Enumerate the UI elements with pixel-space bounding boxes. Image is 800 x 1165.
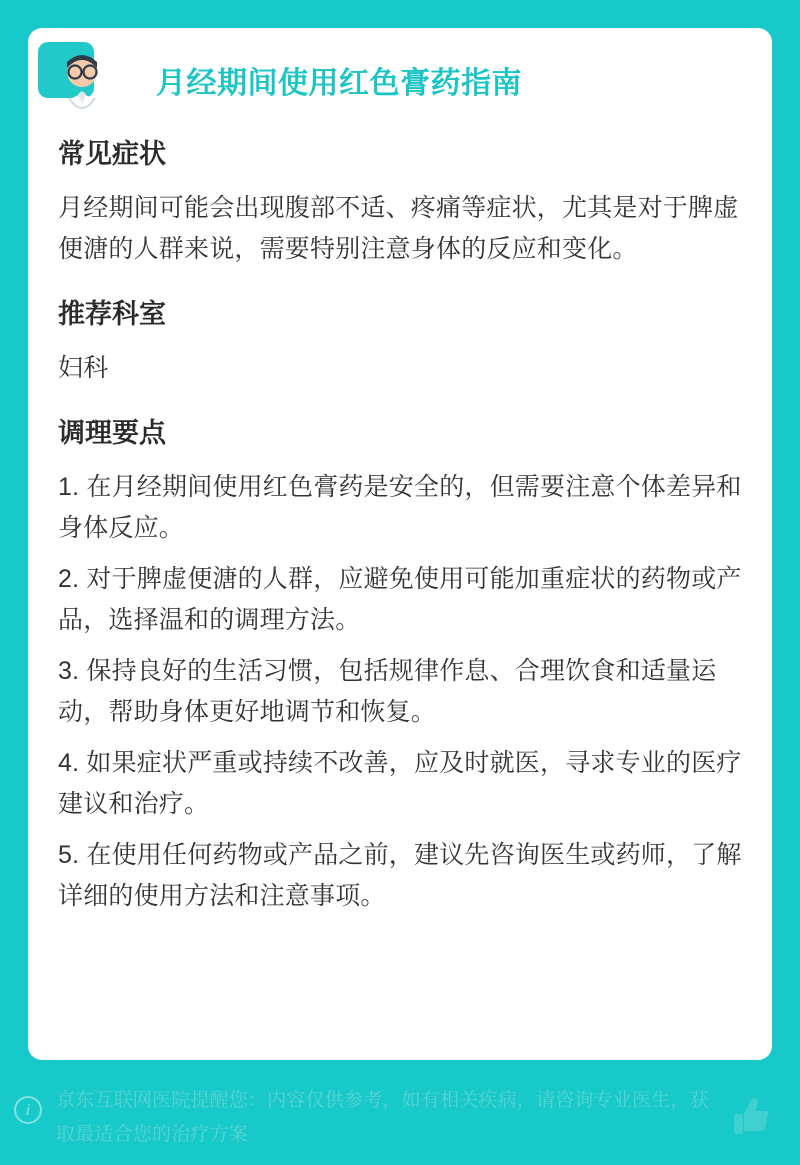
list-item: 1. 在月经期间使用红色膏药是安全的，但需要注意个体差异和身体反应。 [58,473,742,542]
info-icon: i [14,1096,42,1124]
section-heading-advice: 调理要点 [58,418,166,448]
footer-disclaimer-text: 京东互联网医院提醒您：内容仅供参考，如有相关疾病，请咨询专业医生，获取最适合您的治疗方案 [56,1090,709,1145]
section-heading-department: 推荐科室 [58,299,166,329]
section-text-symptoms: 月经期间可能会出现腹部不适、疼痛等症状，尤其是对于脾虚便溏的人群来说，需要特别注意身体的反应和变化。 [58,194,739,263]
section-text-department: 妇科 [58,354,109,382]
footer-disclaimer-bar [0,1072,800,1165]
doctor-avatar-icon [38,42,112,122]
content-card [28,28,772,1060]
advice-list [58,467,750,917]
list-item: 3. 保持良好的生活习惯，包括规律作息、合理饮食和适量运动，帮助身体更好地调节和恢复。 [58,657,717,726]
article-body [58,136,750,1050]
list-item: 2. 对于脾虚便溏的人群，应避免使用可能加重症状的药物或产品，选择温和的调理方法。 [58,565,742,634]
page-title: 月经期间使用红色膏药指南 [156,67,522,100]
section-heading-symptoms: 常见症状 [58,139,166,169]
list-item: 4. 如果症状严重或持续不改善，应及时就医，寻求专业的医疗建议和治疗。 [58,749,742,818]
thumbs-up-icon[interactable] [730,1094,776,1140]
list-item: 5. 在使用任何药物或产品之前，建议先咨询医生或药师，了解详细的使用方法和注意事项。 [58,841,742,910]
